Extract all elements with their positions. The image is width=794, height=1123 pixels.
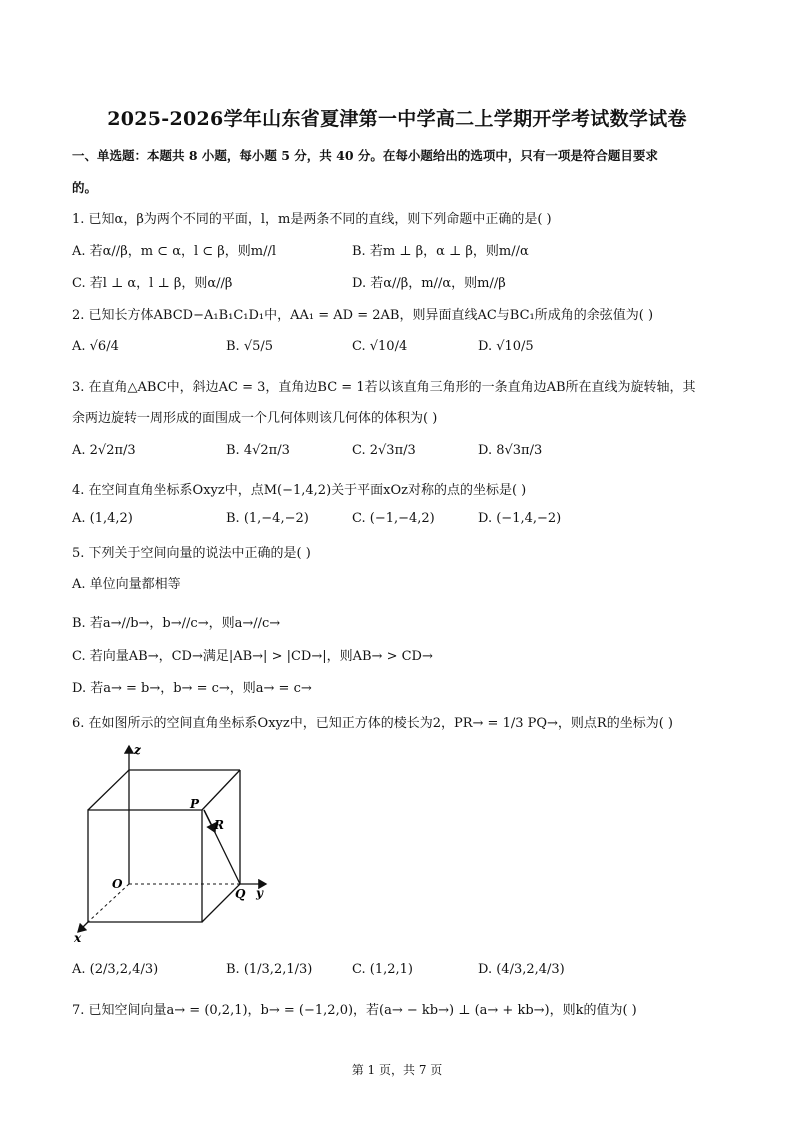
question-5-stem: 5. 下列关于空间向量的说法中正确的是( )	[72, 546, 311, 561]
question-1-stem: 1. 已知α，β为两个不同的平面，l，m是两条不同的直线，则下列命题中正确的是( )	[72, 212, 552, 227]
q5-option-b: B. 若a→//b→，b→//c→，则a→//c→	[72, 616, 281, 631]
page-title: 2025-2026学年山东省夏津第一中学高二上学期开学考试数学试卷	[107, 108, 687, 130]
question-2-stem: 2. 已知长方体ABCD−A₁B₁C₁D₁中，AA₁ = AD = 2AB，则异面直线AC与BC₁所成角的余弦值为( )	[72, 308, 654, 323]
q4-option-d: D. (−1,4,−2)	[478, 511, 562, 526]
page-footer: 第 1 页，共 7 页	[351, 1063, 443, 1077]
hidden-edge-ox	[88, 884, 129, 922]
cube-top-right-edge	[202, 770, 240, 810]
q2-option-b: B. √5/5	[226, 339, 274, 354]
q3-option-a: A. 2√2π/3	[72, 443, 136, 458]
cube-top-left-edge	[88, 770, 129, 810]
q5-option-c: C. 若向量AB→，CD→满足|AB→| > |CD→|，则AB→ > CD→	[72, 649, 433, 664]
q2-option-c: C. √10/4	[352, 339, 408, 354]
question-3-stem-line1: 3. 在直角△ABC中，斜边AC = 3，直角边BC = 1若以该直角三角形的一条直角边AB所在直线为旋转轴，其	[72, 380, 696, 395]
q4-option-b: B. (1,−4,−2)	[226, 511, 309, 526]
label-o: O	[112, 877, 123, 891]
question-4-stem: 4. 在空间直角坐标系Oxyz中，点M(−1,4,2)关于平面xOz对称的点的坐标是( )	[72, 483, 527, 498]
section-heading-line1: 一、单选题：本题共 8 小题，每小题 5 分，共 40 分。在每小题给出的选项中，只有一项是符合题目要求	[72, 148, 658, 163]
q4-option-c: C. (−1,−4,2)	[352, 511, 435, 526]
label-r: R	[214, 818, 224, 832]
q2-option-d: D. √10/5	[478, 339, 534, 354]
q6-option-d: D. (4/3,2,4/3)	[478, 962, 565, 977]
cube-front-face	[88, 810, 202, 922]
q1-option-c: C. 若l ⊥ α，l ⊥ β，则α//β	[72, 276, 233, 291]
question-7-stem: 7. 已知空间向量a→ = (0,2,1)，b→ = (−1,2,0)，若(a→ − kb→) ⊥ (a→ + kb→)，则k的值为( )	[72, 1003, 637, 1018]
q5-option-d: D. 若a→ = b→，b→ = c→，则a→ = c→	[72, 681, 312, 696]
q1-option-d: D. 若α//β，m//α，则m//β	[352, 276, 506, 291]
section-heading-line2: 的。	[72, 180, 98, 195]
label-q: Q	[235, 887, 246, 901]
label-z: z	[134, 743, 141, 757]
question-6-stem: 6. 在如图所示的空间直角坐标系Oxyz中，已知正方体的棱长为2，PR→ = 1/3 PQ→，则点R的坐标为( )	[72, 716, 673, 731]
q4-option-a: A. (1,4,2)	[72, 511, 133, 526]
q5-option-a: A. 单位向量都相等	[72, 577, 181, 592]
q6-option-b: B. (1/3,2,1/3)	[226, 962, 313, 977]
q3-option-b: B. 4√2π/3	[226, 443, 290, 458]
q1-option-b: B. 若m ⊥ β，α ⊥ β，则m//α	[352, 244, 529, 259]
q1-option-a: A. 若α//β，m ⊂ α，l ⊂ β，则m//l	[72, 244, 277, 259]
label-p: P	[190, 797, 200, 811]
q2-option-a: A. √6/4	[72, 339, 119, 354]
q3-option-c: C. 2√3π/3	[352, 443, 416, 458]
q3-option-d: D. 8√3π/3	[478, 443, 543, 458]
q6-option-c: C. (1,2,1)	[352, 962, 413, 977]
q6-option-a: A. (2/3,2,4/3)	[72, 962, 159, 977]
cube-coordinate-figure	[66, 738, 276, 948]
label-x: x	[74, 931, 82, 945]
label-y: y	[256, 886, 263, 900]
question-3-stem-line2: 余两边旋转一周形成的面围成一个几何体则该几何体的体积为( )	[72, 411, 438, 426]
